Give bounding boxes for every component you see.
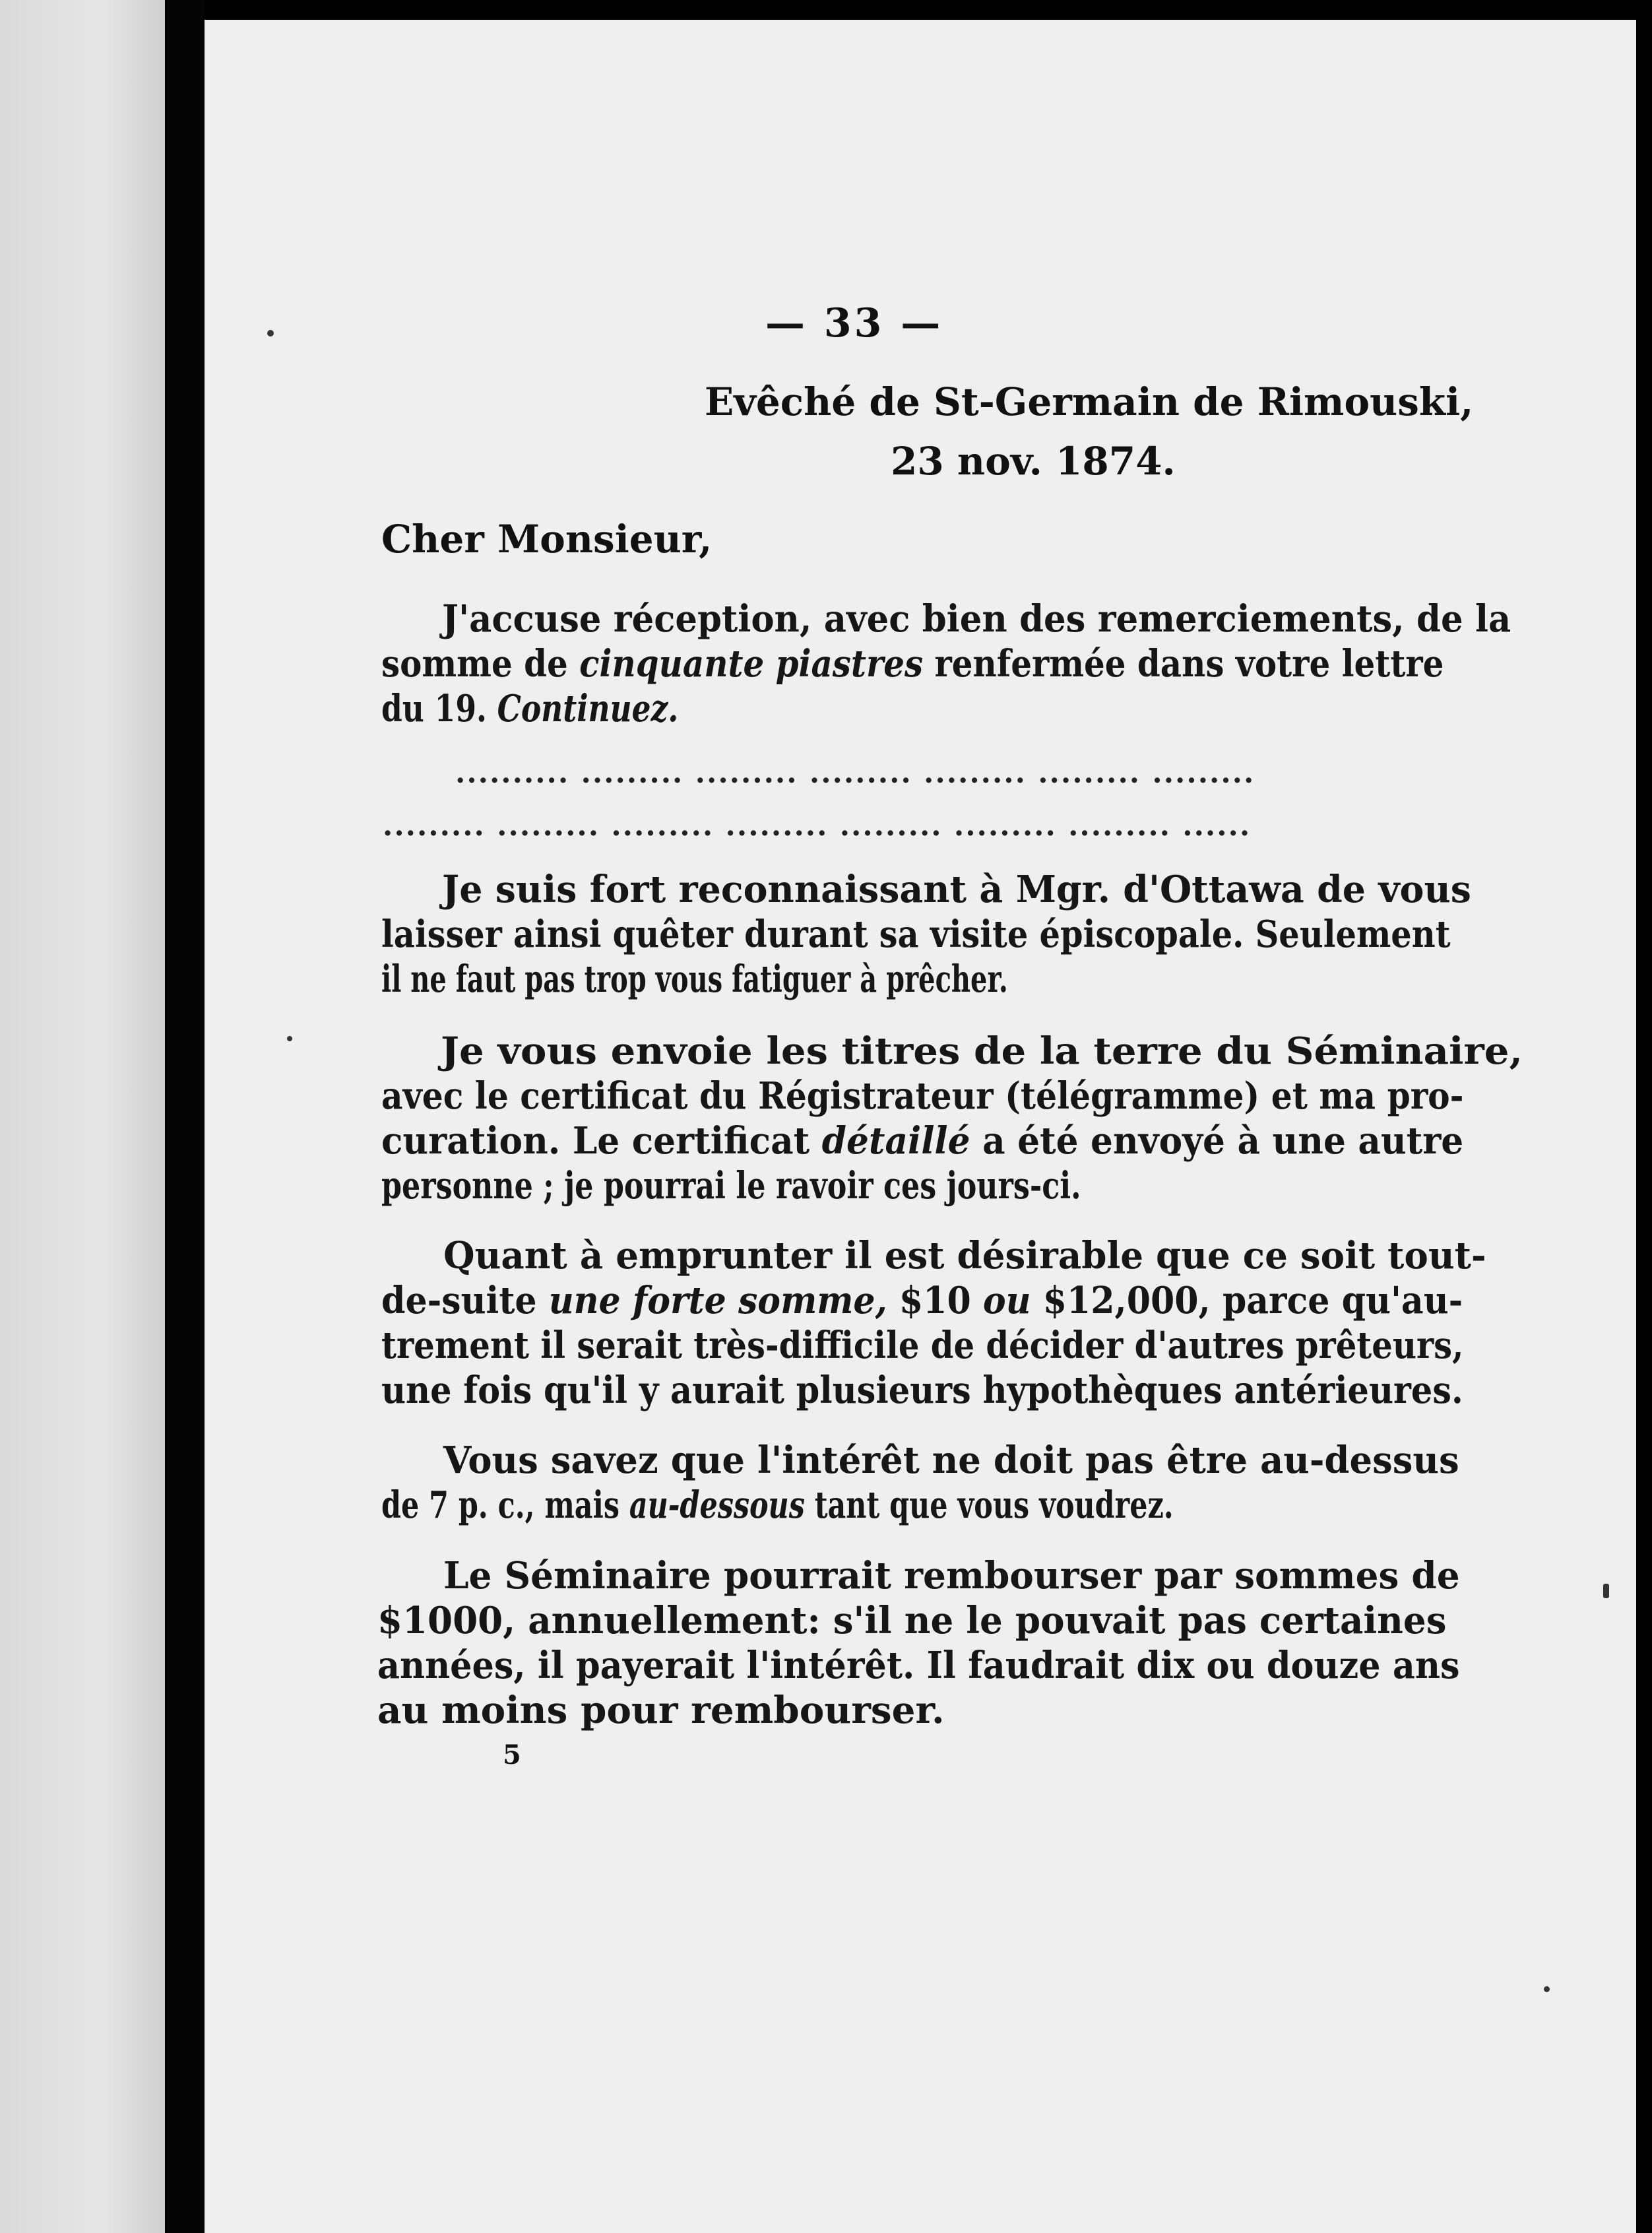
italic-run: une forte somme, (548, 1279, 887, 1322)
book-page (205, 20, 1636, 2233)
text-run: tant que vous voudrez. (804, 1483, 1174, 1527)
text-run: $1000, annuellement: s'il ne le pouvait pas certaines (377, 1599, 1447, 1642)
text-run: années, il payerait l'intérêt. Il faudrait dix ou douze ans (377, 1644, 1460, 1687)
text-run: $12,000, parce qu'au- (1031, 1279, 1463, 1322)
paragraph-1-line-3 (381, 687, 679, 730)
italic-run: au-dessous (629, 1483, 805, 1527)
text-run: renfermée dans votre lettre (923, 642, 1444, 686)
scan-speck (1603, 1584, 1609, 1598)
scan-speck (1544, 1986, 1550, 1992)
text-run: il ne faut pas trop vous fatiguer à prêcher. (381, 957, 1008, 1001)
paragraph-2-line-3 (381, 957, 1008, 1001)
paragraph-5-line-1 (443, 1439, 1459, 1482)
text-run: de-suite (381, 1279, 549, 1322)
text-run: Quant à emprunter il est désirable que ce soit tout- (443, 1234, 1486, 1278)
scan-speck (267, 330, 274, 337)
heading-date: 23 nov. 1874. (891, 439, 1176, 484)
italic-run: Continuez. (497, 687, 679, 730)
page-number: — 33 — (765, 300, 943, 346)
text-run: de 7 p. c., mais (381, 1483, 629, 1527)
paragraph-6-line-3 (377, 1644, 1460, 1687)
text-run: Vous savez que l'intérêt ne doit pas être au-dessus (443, 1439, 1459, 1482)
paragraph-3-line-2 (381, 1074, 1464, 1118)
binding-gutter (165, 0, 205, 2233)
salutation: Cher Monsieur, (381, 517, 713, 562)
italic-run: cinquante piastres (579, 642, 924, 686)
scan-speck (287, 1036, 292, 1041)
paragraph-3-line-3 (381, 1119, 1464, 1163)
paragraph-4-line-2 (381, 1279, 1463, 1322)
text-run: du 19. (381, 687, 497, 730)
paragraph-6-line-1 (443, 1554, 1460, 1598)
paragraph-6-line-2 (377, 1599, 1447, 1642)
text-run: avec le certificat du Régistrateur (télégramme) et ma pro- (381, 1074, 1464, 1118)
text-run: laisser ainsi quêter durant sa visite épiscopale. Seulement (381, 913, 1451, 956)
paragraph-5-line-2 (381, 1483, 1174, 1527)
text-run: personne ; je pourrai le ravoir ces jours-ci. (381, 1164, 1081, 1208)
text-run: au moins pour rembourser. (377, 1689, 945, 1732)
ellipsis-row-1: .......... ......... ......... ......... ......... ......... ......... (455, 756, 1255, 790)
paragraph-1-line-2 (381, 642, 1444, 686)
italic-run: détaillé (821, 1119, 970, 1163)
facing-page-edge (0, 0, 165, 2233)
paragraph-6-line-4 (377, 1689, 945, 1732)
text-run: J'accuse réception, avec bien des remerciements, de la (442, 597, 1511, 641)
text-run: trement il serait très-difficile de décider d'autres prêteurs, (381, 1324, 1464, 1367)
text-run: $10 (887, 1279, 983, 1322)
paragraph-1-line-1 (442, 597, 1511, 641)
text-run: a été envoyé à une autre (970, 1119, 1464, 1163)
paragraph-2-line-1 (442, 868, 1471, 911)
text-run: somme de (381, 642, 580, 686)
ellipsis-row-2: ......... ......... ......... ......... ......... ......... ......... ...... (383, 809, 1252, 843)
paragraph-4-line-4 (381, 1369, 1463, 1412)
text-run: Je suis fort reconnaissant à Mgr. d'Ottawa de vous (442, 868, 1471, 911)
paragraph-4-line-1 (443, 1234, 1486, 1278)
text-run: une fois qu'il y aurait plusieurs hypothèques antérieures. (381, 1369, 1463, 1412)
text-run: curation. Le certificat (381, 1119, 822, 1163)
signature-mark: 5 (503, 1739, 521, 1770)
paragraph-4-line-3 (381, 1324, 1464, 1367)
paragraph-2-line-2 (381, 913, 1451, 956)
heading-place: Evêché de St-Germain de Rimouski, (705, 379, 1474, 424)
text-run: Je vous envoie les titres de la terre du Séminaire, (441, 1029, 1523, 1073)
italic-run: ou (982, 1279, 1031, 1322)
text-run: Le Séminaire pourrait rembourser par sommes de (443, 1554, 1460, 1598)
paragraph-3-line-1 (441, 1029, 1523, 1073)
paragraph-3-line-4 (381, 1164, 1081, 1208)
